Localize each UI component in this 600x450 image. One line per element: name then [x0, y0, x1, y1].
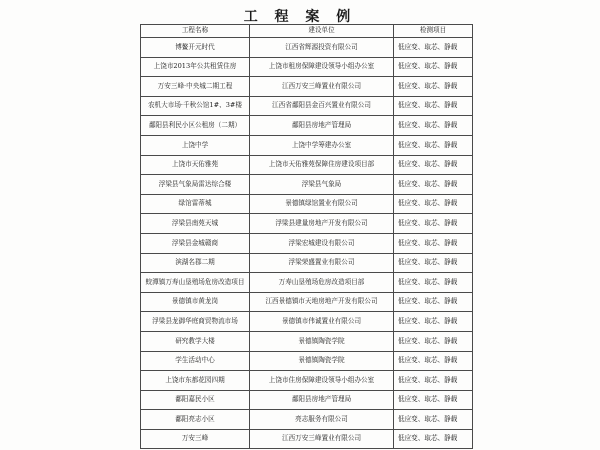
table-row — [141, 312, 473, 332]
construction-unit-cell: 鄱阳县房地产管理局 — [250, 116, 394, 136]
test-items-cell: 低应变、取芯、静载 — [394, 214, 473, 234]
construction-unit-cell: 江西景德镇市天地房地产开发有限公司 — [250, 292, 394, 312]
test-items-cell: 低应变、取芯、静载 — [394, 371, 473, 391]
table-row — [141, 135, 473, 155]
table-row — [141, 410, 473, 430]
test-items-cell: 低应变、取芯、静载 — [394, 410, 473, 430]
test-items-cell: 低应变、取芯、静载 — [394, 155, 473, 175]
project-name-cell: 农机大市场·千秋公馆1#、3#楼 — [141, 96, 250, 116]
table-row — [141, 253, 473, 273]
test-items-cell: 低应变、取芯、静载 — [394, 135, 473, 155]
table-row — [141, 77, 473, 97]
project-name-cell: 鄱阳亮志小区 — [141, 410, 250, 430]
header-construction-unit: 建设单位 — [250, 25, 394, 38]
project-name-cell: 研究教学大楼 — [141, 331, 250, 351]
document-title: 工 程 案 例 — [243, 9, 357, 25]
test-items-cell: 低应变、取芯、静载 — [394, 351, 473, 371]
table-row — [141, 96, 473, 116]
table-header-row — [141, 25, 473, 38]
construction-unit-cell: 景德镇陶瓷学院 — [250, 331, 394, 351]
construction-unit-cell: 浮梁县建量房地产开发有限公司 — [250, 214, 394, 234]
test-items-cell: 低应变、取芯、静载 — [394, 96, 473, 116]
project-name-cell: 上饶市天佑雅苑 — [141, 155, 250, 175]
project-name-cell: 浮梁县气象局雷达综合楼 — [141, 175, 250, 195]
project-name-cell: 绿馆雷蒂城 — [141, 194, 250, 214]
project-name-cell: 上饶中学 — [141, 135, 250, 155]
construction-unit-cell: 浮梁荣盛置业有限公司 — [250, 253, 394, 273]
test-items-cell: 低应变、取芯、静载 — [394, 116, 473, 136]
construction-unit-cell: 江西省鄱阳县金百兴置业有限公司 — [250, 96, 394, 116]
table-row — [141, 38, 473, 58]
table-row — [141, 57, 473, 77]
project-name-cell: 蛟潭镇万寿山垦殖场危房改造项目 — [141, 273, 250, 293]
table-row — [141, 194, 473, 214]
construction-unit-cell: 鄱阳县房地产管理局 — [250, 390, 394, 410]
header-project-name: 工程名称 — [141, 25, 250, 38]
construction-unit-cell: 江西省辉源投资有限公司 — [250, 38, 394, 58]
construction-unit-cell: 上饶市天佑雅苑保障住房建设项目部 — [250, 155, 394, 175]
test-items-cell: 低应变、取芯、静载 — [394, 57, 473, 77]
construction-unit-cell: 浮梁县气象局 — [250, 175, 394, 195]
project-case-table — [140, 24, 473, 449]
table-row — [141, 155, 473, 175]
test-items-cell: 低应变、取芯、静载 — [394, 38, 473, 58]
table-row — [141, 429, 473, 449]
construction-unit-cell: 景德镇市伟诚置业有限公司 — [250, 312, 394, 332]
project-name-cell: 上饶市东都花园四期 — [141, 371, 250, 391]
test-items-cell: 低应变、取芯、静载 — [394, 194, 473, 214]
project-name-cell: 浮梁县南苑天城 — [141, 214, 250, 234]
test-items-cell: 低应变、取芯、静载 — [394, 273, 473, 293]
table-row — [141, 233, 473, 253]
construction-unit-cell: 江西万安三峰置业有限公司 — [250, 77, 394, 97]
construction-unit-cell: 上饶市租房保障建设领导小组办公室 — [250, 57, 394, 77]
project-name-cell: 浮梁县龙御华庭商贸物流市场 — [141, 312, 250, 332]
project-name-cell: 学生活动中心 — [141, 351, 250, 371]
test-items-cell: 低应变、取芯、静载 — [394, 390, 473, 410]
construction-unit-cell: 万寿山垦殖场危房改造项目部 — [250, 273, 394, 293]
table-row — [141, 116, 473, 136]
table-row — [141, 273, 473, 293]
table-row — [141, 292, 473, 312]
construction-unit-cell: 景德镇绿馆置业有限公司 — [250, 194, 394, 214]
project-name-cell: 上饶市2013年公共租赁住房 — [141, 57, 250, 77]
test-items-cell: 低应变、取芯、静载 — [394, 292, 473, 312]
header-test-items: 检测项目 — [394, 25, 473, 38]
table-row — [141, 351, 473, 371]
project-name-cell: 万安三峰 — [141, 429, 250, 449]
project-name-cell: 滨湖名郡二期 — [141, 253, 250, 273]
project-name-cell: 鄱阳嘉民小区 — [141, 390, 250, 410]
construction-unit-cell: 江西万安三峰置业有限公司 — [250, 429, 394, 449]
project-name-cell: 万安三峰·中央城二期工程 — [141, 77, 250, 97]
test-items-cell: 低应变、取芯、静载 — [394, 253, 473, 273]
construction-unit-cell: 上饶市住房保障建设领导小组办公室 — [250, 371, 394, 391]
table-row — [141, 390, 473, 410]
table-row — [141, 175, 473, 195]
test-items-cell: 低应变、取芯、静载 — [394, 175, 473, 195]
project-name-cell: 鄱阳县利民小区公租房（二期） — [141, 116, 250, 136]
table-row — [141, 371, 473, 391]
construction-unit-cell: 上饶中学筹建办公室 — [250, 135, 394, 155]
construction-unit-cell: 亮志服务有限公司 — [250, 410, 394, 430]
project-name-cell: 博鳌开元时代 — [141, 38, 250, 58]
construction-unit-cell: 景德镇陶瓷学院 — [250, 351, 394, 371]
table-row — [141, 331, 473, 351]
test-items-cell: 低应变、取芯、静载 — [394, 331, 473, 351]
test-items-cell: 低应变、取芯、静载 — [394, 233, 473, 253]
test-items-cell: 低应变、取芯、静载 — [394, 312, 473, 332]
construction-unit-cell: 浮梁宏城建设有限公司 — [250, 233, 394, 253]
project-name-cell: 浮梁县金城赣商 — [141, 233, 250, 253]
table-row — [141, 214, 473, 234]
project-name-cell: 景德镇市黄龙岗 — [141, 292, 250, 312]
test-items-cell: 低应变、取芯、静载 — [394, 429, 473, 449]
test-items-cell: 低应变、取芯、静载 — [394, 77, 473, 97]
